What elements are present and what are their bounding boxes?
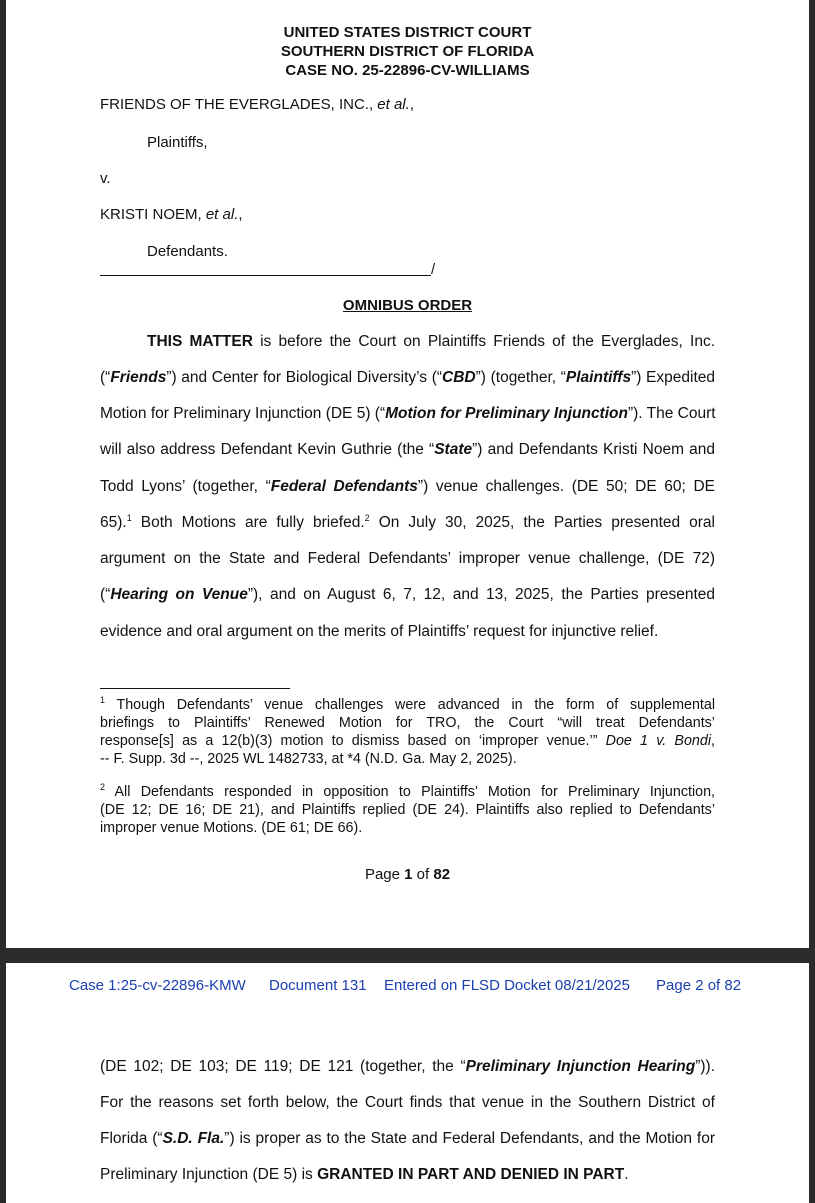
body-line: THIS MATTER is before the Court on Plaintiffs Friends of the Everglades, Inc.	[147, 333, 715, 350]
body-line: will also address Defendant Kevin Guthrie (the “State”) and Defendants Kristi Noem and	[100, 441, 715, 458]
footnote-1-line: $^1$ Though Defendants’ venue challenges were advanced in the form of supplemental	[100, 695, 715, 713]
page-number: Page 1 of 82	[364, 866, 451, 883]
body-line: 65).$^1$ Both Motions are fully briefed.$^2$ On July 30, 2025, the Parties presented oral	[100, 512, 715, 531]
body-line: Todd Lyons’ (together, “Federal Defendants”) venue challenges. (DE 50; DE 60; DE	[100, 478, 715, 495]
footnote-1-line: response[s] as a 12(b)(3) motion to dismiss based on ‘improper venue.’” Doe 1 v. Bondi,	[100, 733, 715, 749]
footnote-rule	[100, 688, 290, 689]
body-line: argument on the State and Federal Defendants’ improper venue challenge, (DE 72)	[100, 550, 715, 567]
plaintiff-caption: FRIENDS OF THE EVERGLADES, INC., et al.,	[100, 96, 414, 113]
body-line: Preliminary Injunction (DE 5) is GRANTED IN PART AND DENIED IN PART.	[100, 1166, 629, 1183]
body-line: (DE 102; DE 103; DE 119; DE 121 (together, the “Preliminary Injunction Hearing”)).	[100, 1058, 716, 1075]
plaintiffs-label: Plaintiffs,	[147, 134, 208, 151]
caption-slash: /	[431, 261, 436, 278]
body-line: evidence and oral argument on the merits of Plaintiffs’ request for injunctive relief.	[100, 623, 659, 640]
defendants-label: Defendants.	[147, 243, 228, 260]
docket-page: Page 2 of 82	[656, 977, 742, 994]
case-number: CASE NO. 25-22896-CV-WILLIAMS	[285, 62, 530, 79]
defendant-caption: KRISTI NOEM, et al.,	[100, 206, 243, 223]
order-title: OMNIBUS ORDER	[342, 297, 473, 314]
footnote-ref[interactable]: 1	[126, 512, 132, 523]
footnote-2-line: improper venue Motions. (DE 61; DE 66).	[100, 820, 363, 836]
body-line: Motion for Preliminary Injunction (DE 5) (“Motion for Preliminary Injunction”). The Court	[100, 405, 716, 422]
court-district: SOUTHERN DISTRICT OF FLORIDA	[280, 43, 535, 60]
body-line: (“Friends”) and Center for Biological Diversity’s (“CBD”) (together, “Plaintiffs”) Expedited	[100, 369, 715, 386]
docket-case: Case 1:25-cv-22896-KMW	[69, 977, 246, 994]
docket-entered: Entered on FLSD Docket 08/21/2025	[384, 977, 630, 994]
body-line: (“Hearing on Venue”), and on August 6, 7, 12, and 13, 2025, the Parties presented	[100, 586, 715, 603]
footnote-2-line: (DE 12; DE 16; DE 21), and Plaintiffs replied (DE 24). Plaintiffs also replied to Defendants’	[100, 802, 715, 818]
docket-document: Document 131	[269, 977, 367, 994]
footnote-2-line: $^2$ All Defendants responded in opposition to Plaintiffs’ Motion for Preliminary Injunction,	[100, 782, 715, 800]
footnote-ref[interactable]: 2	[364, 512, 370, 523]
footnote-1-line: briefings to Plaintiffs’ Renewed Motion for TRO, the Court “will treat Defendants’	[100, 715, 715, 731]
footnote-1-line: -- F. Supp. 3d --, 2025 WL 1482733, at *4 (N.D. Ga. May 2, 2025).	[100, 751, 517, 767]
versus: v.	[100, 170, 111, 187]
court-name: UNITED STATES DISTRICT COURT	[283, 24, 532, 41]
caption-rule	[100, 275, 431, 276]
body-line: For the reasons set forth below, the Court finds that venue in the Southern District of	[100, 1094, 715, 1111]
body-line: Florida (“S.D. Fla.”) is proper as to the State and Federal Defendants, and the Motion for	[100, 1130, 715, 1147]
